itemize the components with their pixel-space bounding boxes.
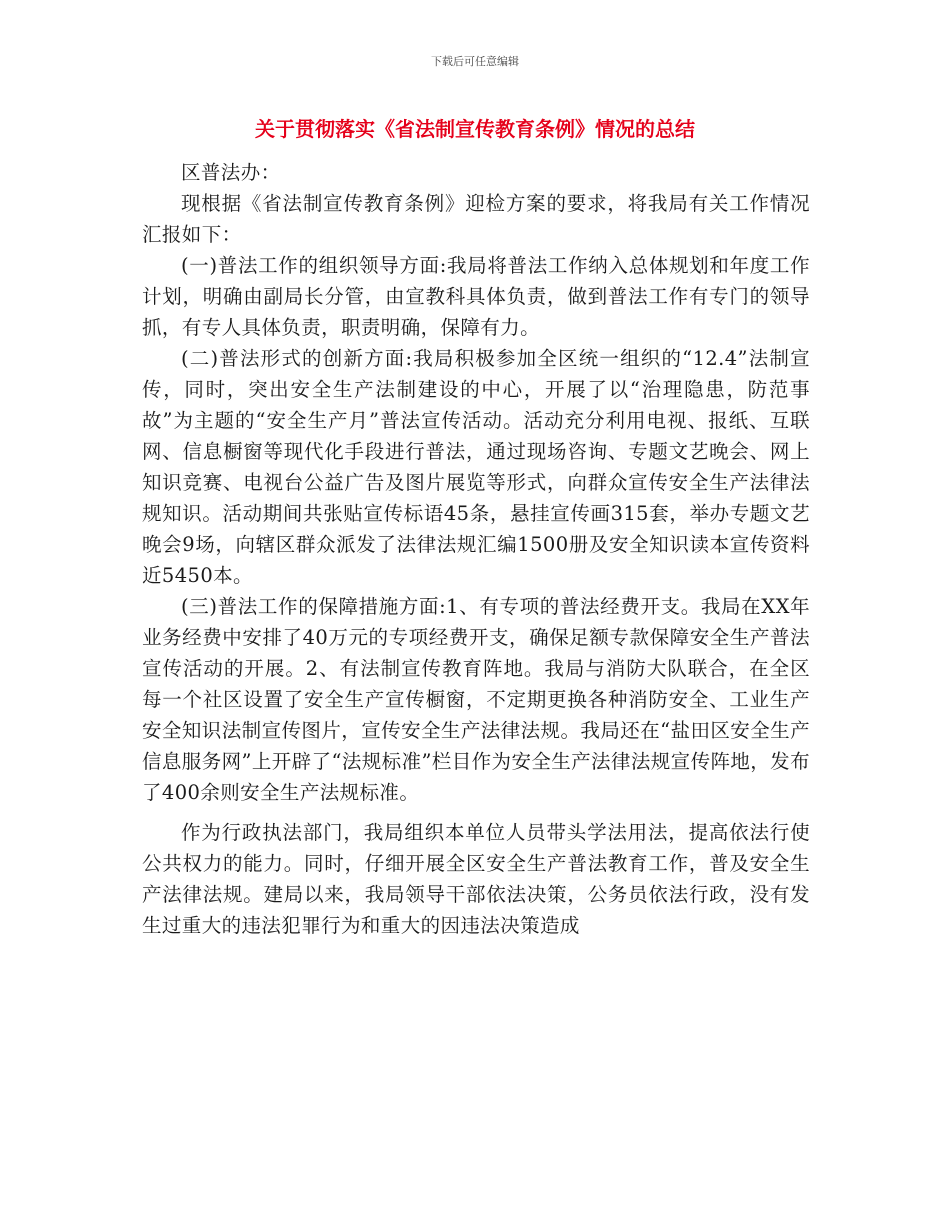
document-body [142,157,810,941]
salutation: 区普法办： [181,161,281,184]
paragraph-closing: 作为行政执法部门，我局组织本单位人员带头学法用法，提高依法行使公共权力的能力。同时，仔细开展全区安全生产普法教育工作，普及安全生产法律法规。建局以来，我局领导干部依法决策，公务员依法行政，没有发生过重大的违法犯罪行为和重大的因违法决策造成 [142,821,810,937]
document-title: 关于贯彻落实《省法制宣传教育条例》情况的总结 [255,117,695,141]
paragraph-section-1: (一)普法工作的组织领导方面:我局将普法工作纳入总体规划和年度工作计划，明确由副局长分管，由宣教科具体负责，做到普法工作有专门的领导抓，有专人具体负责，职责明确，保障有力。 [142,254,810,339]
paragraph-section-3: (三)普法工作的保障措施方面:1、有专项的普法经费开支。我局在XX年业务经费中安排了40万元的专项经费开支，确保足额专款保障安全生产普法宣传活动的开展。2、有法制宣传教育阵地。我局与消防大队联合，在全区每一个社区设置了安全生产宣传橱窗，不定期更换各种消防安全、工业生产安全知识法制宣传图片，宣传安全生产法律法规。我局还在“盐田区安全生产信息服务网”上开辟了“法规标准”栏目作为安全生产法律法规宣传阵地，发布了400余则安全生产法规标准。 [142,595,810,804]
header-note: 下载后可任意编辑 [431,55,519,68]
paragraph-section-2: (二)普法形式的创新方面:我局积极参加全区统一组织的“12.4”法制宣传，同时，突出安全生产法制建设的中心，开展了以“治理隐患，防范事故”为主题的“安全生产月”普法宣传活动。活动充分利用电视、报纸、互联网、信息橱窗等现代化手段进行普法，通过现场咨询、专题文艺晚会、网上知识竞赛、电视台公益广告及图片展览等形式，向群众宣传安全生产法律法规知识。活动期间共张贴宣传标语45条，悬挂宣传画315套，举办专题文艺晚会9场，向辖区群众派发了法律法规汇编1500册及安全知识读本宣传资料近5450本。 [142,347,810,587]
paragraph-intro: 现根据《省法制宣传教育条例》迎检方案的要求，将我局有关工作情况汇报如下： [142,192,810,246]
